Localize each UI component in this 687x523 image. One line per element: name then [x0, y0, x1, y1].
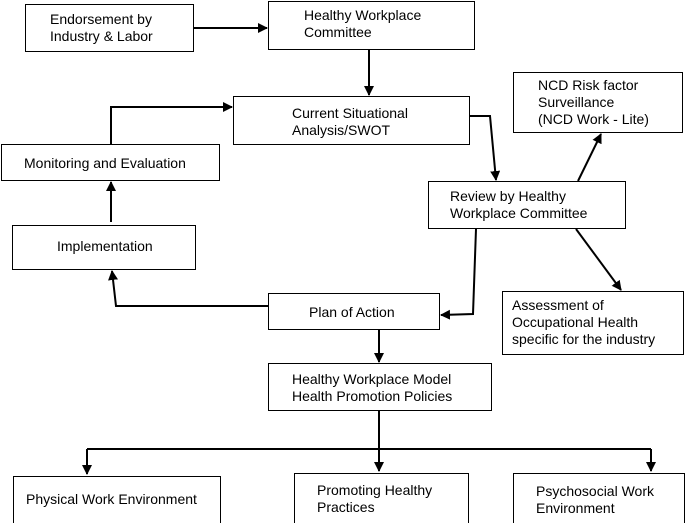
promoting-practices-box [294, 473, 469, 523]
endorsement-label: Endorsement by Industry & Labor [50, 11, 153, 44]
edge-review-to-assessment [576, 229, 621, 290]
edge-review-to-plan [441, 229, 476, 315]
plan-of-action-box [268, 293, 440, 330]
monitoring-evaluation-box [1, 144, 220, 181]
ncd-risk-factor-label: NCD Risk factor Surveillance (NCD Work - Lite) [538, 77, 649, 127]
plan-of-action-label: Plan of Action [309, 304, 395, 320]
implementation-label: Implementation [57, 238, 153, 254]
promoting-practices-label: Promoting Healthy Practices [317, 482, 433, 515]
edge-plan-to-implementation [112, 271, 268, 306]
healthy-workplace-committee-label: Healthy Workplace Committee [304, 7, 422, 40]
psychosocial-environment-box [513, 473, 685, 523]
edge-analysis-to-review [470, 116, 496, 180]
monitoring-evaluation-label: Monitoring and Evaluation [24, 155, 186, 171]
implementation-box [12, 225, 196, 270]
edge-monitoring-to-analysis [111, 107, 232, 144]
endorsement-box [25, 4, 194, 52]
occupational-assessment-box [502, 291, 684, 355]
occupational-assessment-label: Assessment of Occupational Health specific for the industry [512, 297, 656, 347]
healthy-workplace-committee-box [268, 1, 475, 50]
physical-environment-box [13, 476, 221, 523]
model-policies-label: Healthy Workplace Model Health Promotion Policies [292, 371, 453, 404]
review-committee-box [428, 181, 626, 229]
psychosocial-environment-label: Psychosocial Work Environment [536, 483, 655, 516]
situational-analysis-box [233, 96, 470, 145]
edge-review-to-ncd [578, 134, 601, 181]
review-committee-label: Review by Healthy Workplace Committee [450, 188, 588, 221]
situational-analysis-label: Current Situational Analysis/SWOT [292, 105, 408, 138]
physical-environment-label: Physical Work Environment [26, 491, 197, 507]
model-policies-box [268, 363, 492, 411]
ncd-risk-factor-box [513, 72, 683, 133]
